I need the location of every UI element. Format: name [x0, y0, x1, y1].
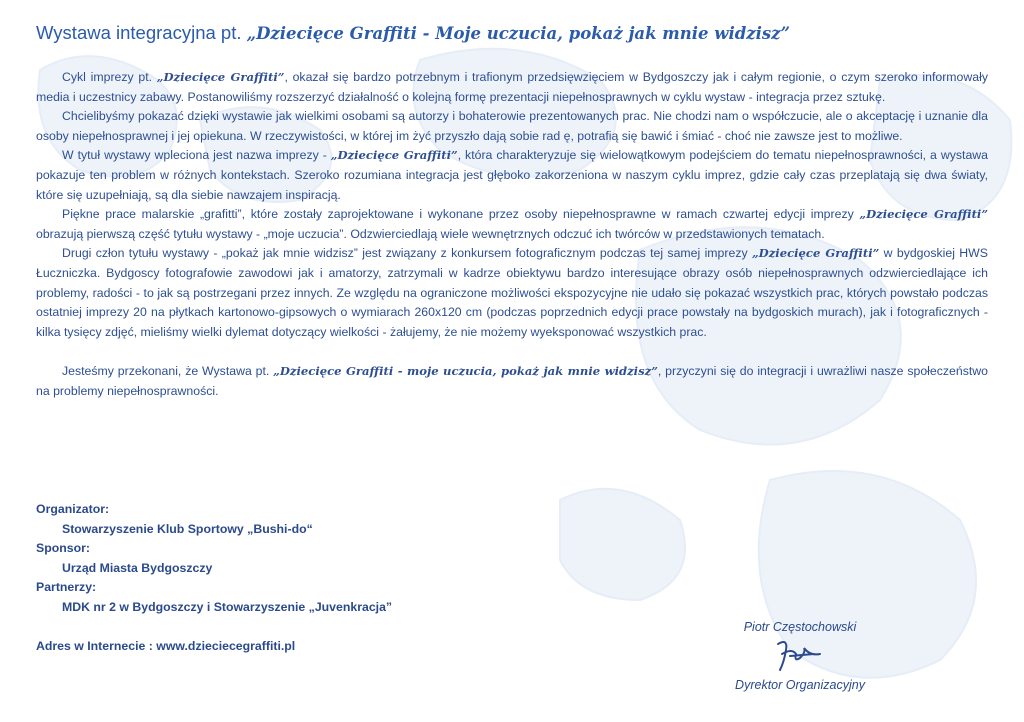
- paragraph-3: W tytuł wystawy wpleciona jest nazwa imprezy - „Dziecięce Graffiti”, która charakteryzuje się wielowątkowym podejściem do tematu niepełnosprawności, a wystawa pokazuje ten problem w różnych kontekstach. Szeroko rozumiana integracja jest głęboko zakorzeniona w naszym cyklu imprez, gdzie cały czas przeplatają się dwa światy, które się uzupełniają, są dla siebie nawzajem inspiracją.: [36, 148, 989, 202]
- exhibition-name: „Dziecięce Graffiti - moje uczucia, pokaż jak mnie widzisz”: [273, 363, 658, 378]
- website-line: [36, 637, 392, 657]
- title-prefix: Wystawa integracyjna pt.: [36, 22, 247, 43]
- event-name: „Dziecięce Graffiti”: [751, 246, 880, 261]
- handwritten-signature: [770, 634, 830, 674]
- paragraph-5: Drugi człon tytułu wystawy - „pokaż jak mnie widzisz” jest związany z konkursem fotograficznym podczas tej samej imprezy „Dziecięce Graffiti” w bydgoskiej HWS Łuczniczka. Bydgoscy fotografowie zawodowi jak i amatorzy, zatrzymali w kadrze obiektywu bardzo interesujące obrazy osób niepełnosprawnych odzwierciedlające ich problemy, radości - to jak są postrzegani przez innych. Ze względu na ograniczone możliwości ekspozycyjne nie udało się pokazać wszystkich prac, których powstało podczas ostatniej imprezy 20 na płytkach kartonowo-gipsowych o wymiarach 260x120 cm (podczas poprzednich edycji prace powstały na bydgoskich murach), jak i fotograficznych - kilka tysięcy zdjęć, mieliśmy wielki dylemat dotyczący wielkości - żałujemy, że nie możemy wyeksponować wszystkich prac.: [36, 246, 988, 339]
- credits-block: [36, 500, 392, 657]
- organizer-name: Stowarzyszenie Klub Sportowy „Bushi-do“: [62, 521, 313, 536]
- event-name: „Dziecięce Graffiti”: [330, 148, 458, 163]
- partners-label: Partnerzy:: [36, 580, 97, 595]
- event-name: „Dziecięce Graffiti”: [156, 70, 285, 84]
- body-text: [36, 68, 988, 401]
- sponsor-label: Sponsor:: [36, 541, 90, 556]
- page-title: [36, 22, 790, 44]
- website-label: Adres w Internecie :: [36, 639, 157, 654]
- partners-names: MDK nr 2 w Bydgoszczy i Stowarzyszenie „Juvenkracja”: [62, 599, 393, 614]
- paragraph-2: Chcielibyśmy pokazać dzięki wystawie jak wielkimi osobami są autorzy i bohaterowie prezentowanych prac. Nie chodzi nam o współczucie, ale o akceptację i uznanie dla osoby niepełnosprawnej i jej opiekuna. W rzeczywistości, w której im żyć przyszło dają sobie rad ę, potrafią się bawić i śmiać - choć nie zawsze jest to możliwe.: [36, 109, 988, 143]
- website-link[interactable]: www.dzieciecegraffiti.pl: [156, 639, 296, 654]
- sponsor-name: Urząd Miasta Bydgoszczy: [62, 560, 213, 575]
- paragraph-6: Jesteśmy przekonani, że Wystawa pt. „Dziecięce Graffiti - moje uczucia, pokaż jak mnie widzisz”, przyczyni się do integracji i uwrażliwi nasze społeczeństwo na problemy niepełnosprawności.: [36, 363, 988, 398]
- event-name: „Dziecięce Graffiti”: [859, 207, 989, 222]
- signatory-role: Dyrektor Organizacyjny: [735, 678, 865, 692]
- title-highlight: „Dziecięce Graffiti - Moje uczucia, pokaż jak mnie widzisz”: [246, 24, 791, 43]
- signatory-name: Piotr Częstochowski: [743, 620, 857, 634]
- paragraph-1: Cykl imprezy pt. „Dziecięce Graffiti”, okazał się bardzo potrzebnym i trafionym przedsięwzięciem w Bydgoszczy jak i całym regionie, o czym szeroko informowały media i uczestnicy zabawy. Postanowiliśmy rozszerzyć działalność o kolejną formę prezentacji niepełnosprawnych w cyklu wystaw - integracja przez sztukę.: [36, 70, 988, 104]
- paragraph-4: Piękne prace malarskie „grafitti”, które zostały zaprojektowane i wykonane przez osoby niepełnosprawne w ramach czwartej edycji imprezy „Dziecięce Graffiti” obrazują pierwszą część tytułu wystawy - „moje uczucia”. Odzwierciedlają wiele wewnętrznych odczuć ich twórców w przedstawionych tematach.: [36, 207, 989, 241]
- organizer-label: Organizator:: [36, 502, 110, 516]
